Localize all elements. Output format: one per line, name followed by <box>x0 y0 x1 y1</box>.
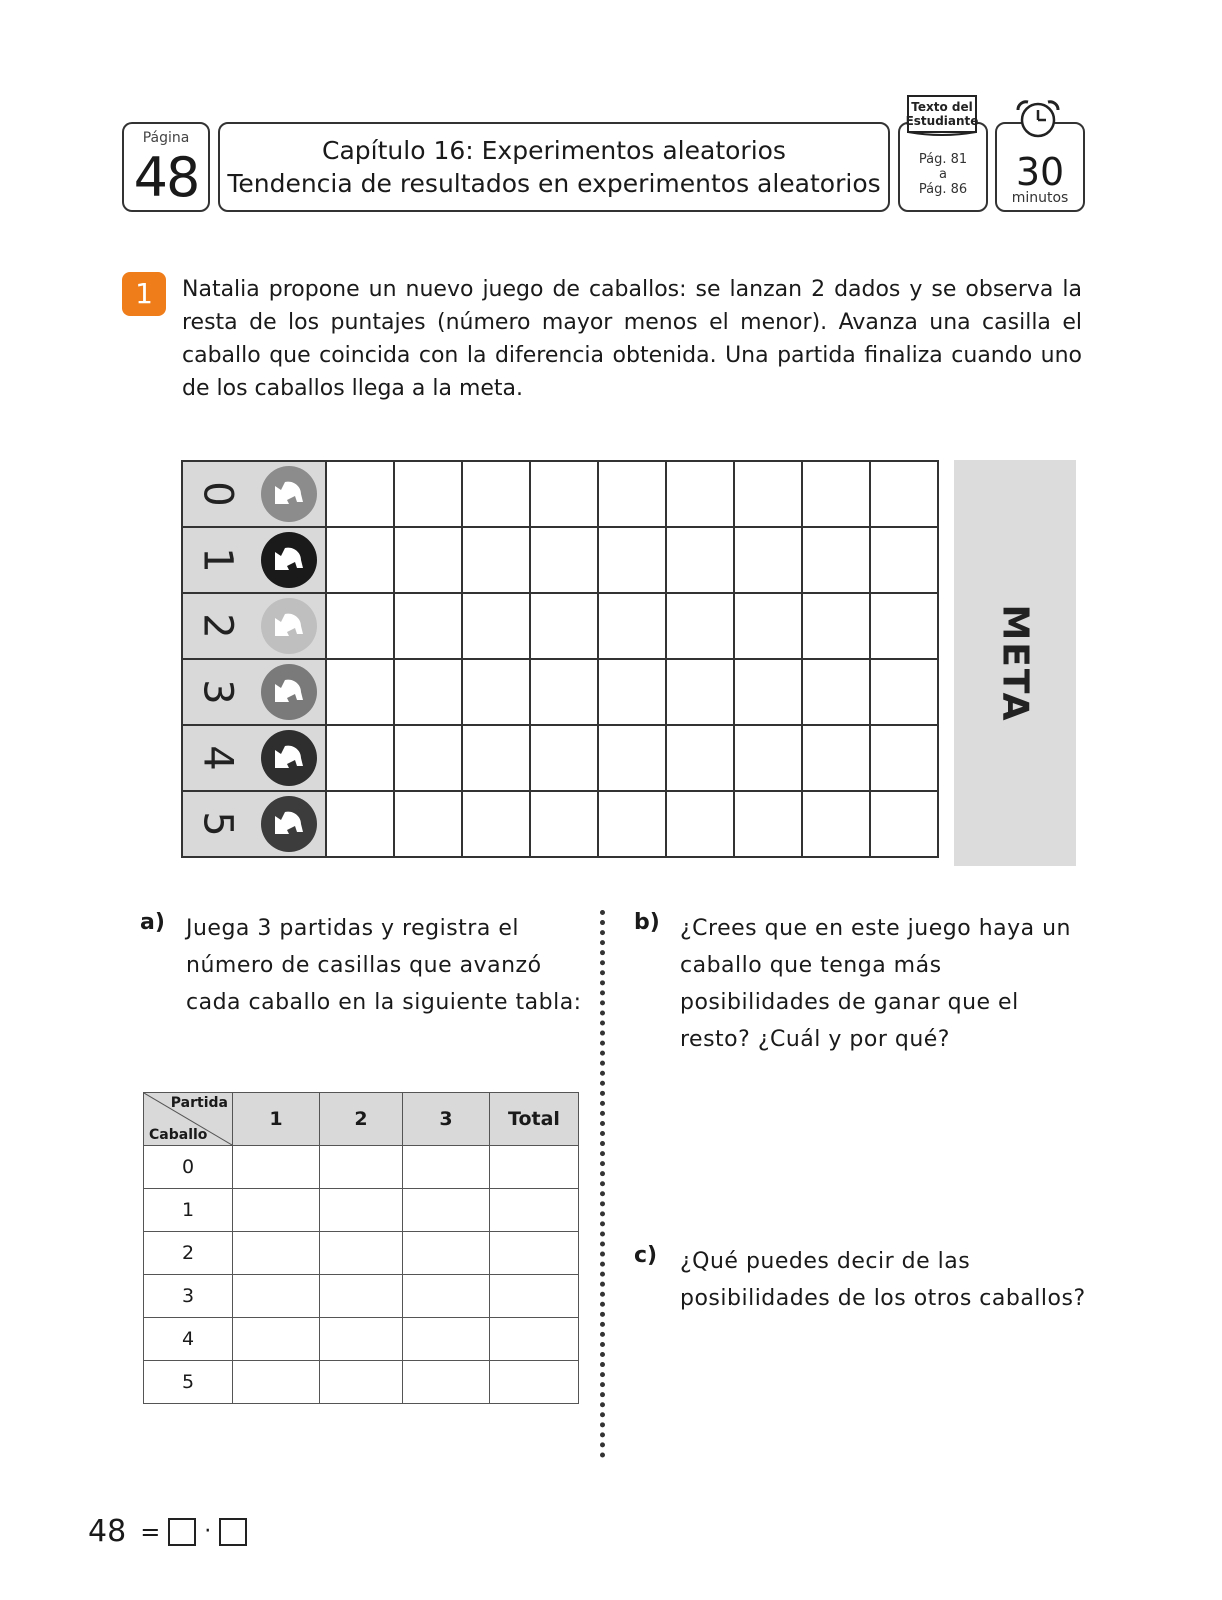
board-square <box>462 527 530 593</box>
horse-token-icon <box>261 598 317 654</box>
horse-number-cell <box>182 659 253 725</box>
footer-equals: = <box>140 1517 161 1546</box>
board-row <box>182 659 938 725</box>
board-square <box>326 725 394 791</box>
goal-area <box>954 460 1076 866</box>
board-square <box>666 593 734 659</box>
time-unit: minutos <box>1011 190 1069 206</box>
board-square <box>530 725 598 791</box>
row-label: 3 <box>144 1275 233 1318</box>
answer-cell[interactable] <box>320 1232 403 1275</box>
answer-cell[interactable] <box>490 1232 579 1275</box>
answer-cell[interactable] <box>320 1275 403 1318</box>
answer-cell[interactable] <box>403 1189 490 1232</box>
board-square <box>598 527 666 593</box>
row-label: 4 <box>144 1318 233 1361</box>
horse-token-icon <box>261 664 317 720</box>
ref-a: a <box>939 167 947 182</box>
answer-cell[interactable] <box>233 1318 320 1361</box>
board-square <box>666 791 734 857</box>
answer-cell[interactable] <box>320 1189 403 1232</box>
horse-number: 0 <box>194 481 241 507</box>
horse-token-icon <box>261 466 317 522</box>
book-icon <box>905 94 979 136</box>
title-box <box>218 122 890 212</box>
board-square <box>598 461 666 527</box>
board-square <box>870 791 938 857</box>
answer-cell[interactable] <box>403 1361 490 1404</box>
board-square <box>598 593 666 659</box>
board-square <box>734 791 802 857</box>
board-square <box>462 659 530 725</box>
board-square <box>530 593 598 659</box>
footer-dot: · <box>204 1519 212 1544</box>
time-value: 30 <box>1015 150 1065 194</box>
board-square <box>802 659 870 725</box>
table-row <box>144 1318 579 1361</box>
question-b-label: b) <box>634 910 660 935</box>
chapter-title: Capítulo 16: Experimentos aleatorios <box>322 136 786 165</box>
board-row <box>182 791 938 857</box>
board-square <box>734 659 802 725</box>
board-square <box>870 461 938 527</box>
board-square <box>870 725 938 791</box>
horse-number-cell <box>182 527 253 593</box>
board-square <box>530 791 598 857</box>
board-square <box>666 527 734 593</box>
board-row <box>182 593 938 659</box>
question-a-label: a) <box>140 910 165 935</box>
board-square <box>394 725 462 791</box>
board-square <box>598 659 666 725</box>
race-board <box>181 460 939 858</box>
page-number-box <box>122 122 210 212</box>
board-square <box>326 659 394 725</box>
board-square <box>462 461 530 527</box>
horse-number: 1 <box>194 547 241 573</box>
row-label: 1 <box>144 1189 233 1232</box>
horse-token-cell <box>253 461 326 527</box>
board-square <box>802 791 870 857</box>
board-row <box>182 461 938 527</box>
board-square <box>802 593 870 659</box>
board-square <box>462 791 530 857</box>
table-row <box>144 1361 579 1404</box>
results-table <box>143 1092 579 1404</box>
footer-number: 48 <box>88 1514 127 1549</box>
answer-cell[interactable] <box>403 1232 490 1275</box>
question-c-label: c) <box>634 1243 658 1268</box>
board-square <box>530 659 598 725</box>
board-square <box>734 725 802 791</box>
ref-from: Pág. 81 <box>918 152 968 167</box>
table-row <box>144 1146 579 1189</box>
row-label: 5 <box>144 1361 233 1404</box>
page-number: 48 <box>133 146 199 209</box>
board-square <box>394 461 462 527</box>
board-square <box>870 527 938 593</box>
book-label-1: Texto del <box>911 100 973 114</box>
board-square <box>530 527 598 593</box>
corner-header <box>144 1093 233 1146</box>
answer-cell[interactable] <box>233 1189 320 1232</box>
column-header: Total <box>490 1093 579 1146</box>
horse-token-icon <box>261 532 317 588</box>
board-square <box>870 593 938 659</box>
board-square <box>326 791 394 857</box>
horse-number: 4 <box>194 745 241 771</box>
board-square <box>462 725 530 791</box>
board-square <box>326 461 394 527</box>
goal-label: META <box>994 603 1036 723</box>
answer-cell[interactable] <box>320 1361 403 1404</box>
table-row <box>144 1189 579 1232</box>
answer-box-1[interactable] <box>168 1518 196 1546</box>
answer-cell[interactable] <box>403 1318 490 1361</box>
board-row <box>182 527 938 593</box>
row-label: 0 <box>144 1146 233 1189</box>
board-square <box>666 725 734 791</box>
answer-cell[interactable] <box>490 1146 579 1189</box>
horse-token-cell <box>253 791 326 857</box>
board-square <box>598 791 666 857</box>
horse-number-cell <box>182 461 253 527</box>
page-label: Página <box>142 130 190 146</box>
corner-bottom-label: Caballo <box>149 1127 208 1143</box>
board-square <box>666 461 734 527</box>
board-square <box>734 593 802 659</box>
board-square <box>394 659 462 725</box>
column-header: 2 <box>320 1093 403 1146</box>
board-square <box>734 527 802 593</box>
horse-token-cell <box>253 659 326 725</box>
answer-cell[interactable] <box>233 1232 320 1275</box>
column-header: 3 <box>403 1093 490 1146</box>
board-square <box>802 527 870 593</box>
corner-top-label: Partida <box>170 1095 228 1111</box>
board-square <box>394 527 462 593</box>
answer-cell[interactable] <box>490 1361 579 1404</box>
answer-cell[interactable] <box>490 1318 579 1361</box>
answer-cell[interactable] <box>320 1318 403 1361</box>
board-square <box>462 593 530 659</box>
exercise-statement: Natalia propone un nuevo juego de caballos: se lanzan 2 dados y se observa la resta de los puntajes (número mayor menos el menor). Avanza una casilla el caballo que coincida con la diferencia obtenida. Una partida finaliza cuando uno de los caballos llega a la meta. <box>182 277 1082 401</box>
board-square <box>530 461 598 527</box>
exercise-number-badge: 1 <box>122 272 166 316</box>
board-square <box>394 593 462 659</box>
board-square <box>734 461 802 527</box>
answer-cell[interactable] <box>320 1146 403 1189</box>
answer-cell[interactable] <box>233 1146 320 1189</box>
answer-cell[interactable] <box>490 1275 579 1318</box>
horse-number-cell <box>182 791 253 857</box>
lesson-subtitle: Tendencia de resultados en experimentos aleatorios <box>227 169 881 198</box>
ref-to: Pág. 86 <box>918 182 968 197</box>
book-label-2: Estudiante <box>905 114 979 128</box>
horse-token-cell <box>253 593 326 659</box>
question-a-text: Juega 3 partidas y registra el número de casillas que avanzó cada caballo en la siguiente tabla: <box>186 916 582 1015</box>
table-row <box>144 1275 579 1318</box>
alarm-clock-icon <box>1010 98 1066 144</box>
table-row <box>144 1232 579 1275</box>
horse-token-icon <box>261 730 317 786</box>
board-square <box>666 659 734 725</box>
answer-cell[interactable] <box>490 1189 579 1232</box>
row-label: 2 <box>144 1232 233 1275</box>
board-square <box>394 791 462 857</box>
horse-number: 2 <box>194 613 241 639</box>
column-header: 1 <box>233 1093 320 1146</box>
answer-cell[interactable] <box>403 1275 490 1318</box>
board-square <box>870 659 938 725</box>
answer-cell[interactable] <box>403 1146 490 1189</box>
question-b-text: ¿Crees que en este juego haya un caballo que tenga más posibilidades de ganar que el resto? ¿Cuál y por qué? <box>680 916 1071 1052</box>
answer-cell[interactable] <box>233 1275 320 1318</box>
horse-number-cell <box>182 725 253 791</box>
dotted-divider <box>600 910 605 1458</box>
horse-token-icon <box>261 796 317 852</box>
board-row <box>182 725 938 791</box>
horse-token-cell <box>253 725 326 791</box>
horse-number: 3 <box>194 679 241 705</box>
horse-number-cell <box>182 593 253 659</box>
horse-number: 5 <box>194 811 241 837</box>
board-square <box>802 461 870 527</box>
board-square <box>326 527 394 593</box>
question-c-text: ¿Qué puedes decir de las posibilidades de los otros caballos? <box>680 1249 1086 1311</box>
horse-token-cell <box>253 527 326 593</box>
board-square <box>802 725 870 791</box>
footer-equation <box>88 1514 255 1549</box>
board-square <box>326 593 394 659</box>
answer-cell[interactable] <box>233 1361 320 1404</box>
board-square <box>598 725 666 791</box>
answer-box-2[interactable] <box>219 1518 247 1546</box>
